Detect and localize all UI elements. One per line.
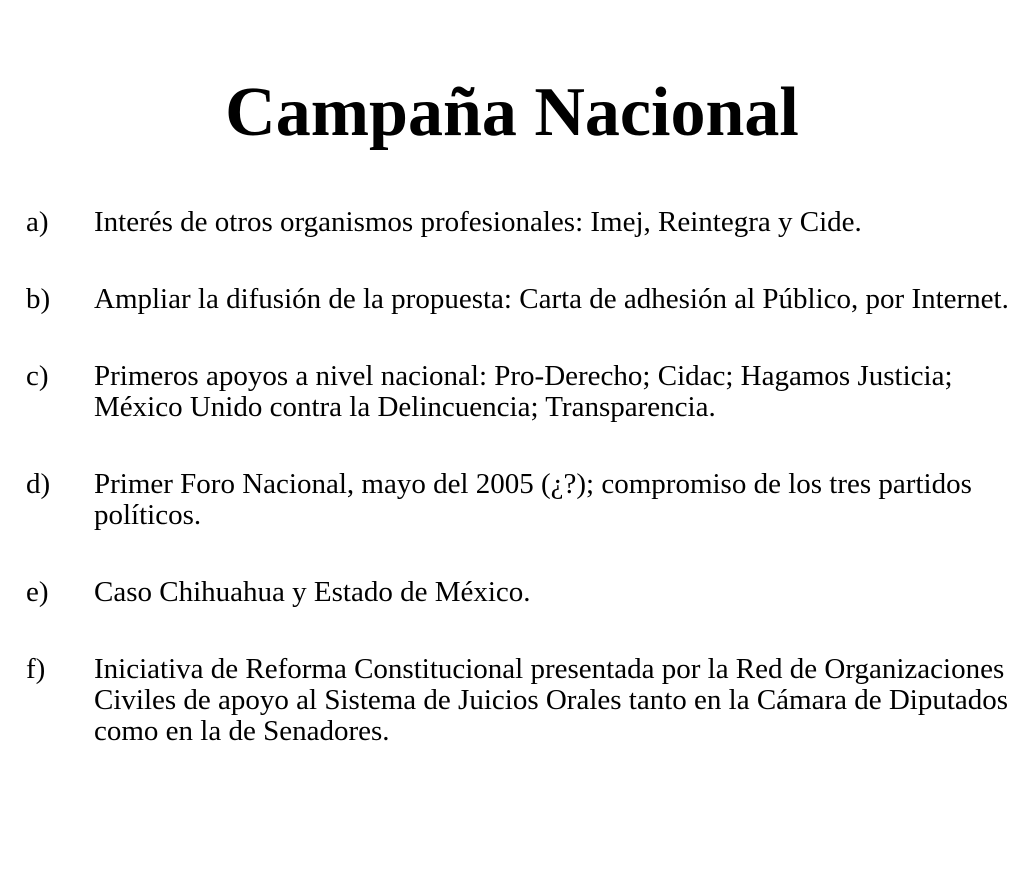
item-marker: c) [26,360,49,392]
list-item-c [26,361,1018,423]
item-text: Interés de otros organismos profesionales: Imej, Reintegra y Cide. [94,206,862,238]
item-list [26,207,1018,793]
list-item-a [26,207,1018,238]
item-marker: b) [26,283,51,315]
item-marker: f) [26,653,46,685]
list-item-b [26,284,1018,315]
item-text: Primer Foro Nacional, mayo del 2005 (¿?); compromiso de los tres partidos políticos. [94,468,972,531]
item-text: Ampliar la difusión de la propuesta: Carta de adhesión al Público, por Internet. [94,283,1009,315]
list-item-e [26,577,1018,608]
item-text: Iniciativa de Reforma Constitucional presentada por la Red de Organizaciones Civiles de apoyo al Sistema de Juicios Orales tanto en la Cámara de Diputados como en la de Senadores. [94,653,1009,747]
item-text: Caso Chihuahua y Estado de México. [94,576,531,608]
item-marker: a) [26,206,49,238]
item-text: Primeros apoyos a nivel nacional: Pro-Derecho; Cidac; Hagamos Justicia; México Unido contra la Delincuencia; Transparencia. [94,360,953,423]
list-item-d [26,469,1018,531]
slide-title: Campaña Nacional [225,74,799,151]
list-item-f [26,654,1018,747]
item-marker: e) [26,576,49,608]
item-marker: d) [26,468,51,500]
